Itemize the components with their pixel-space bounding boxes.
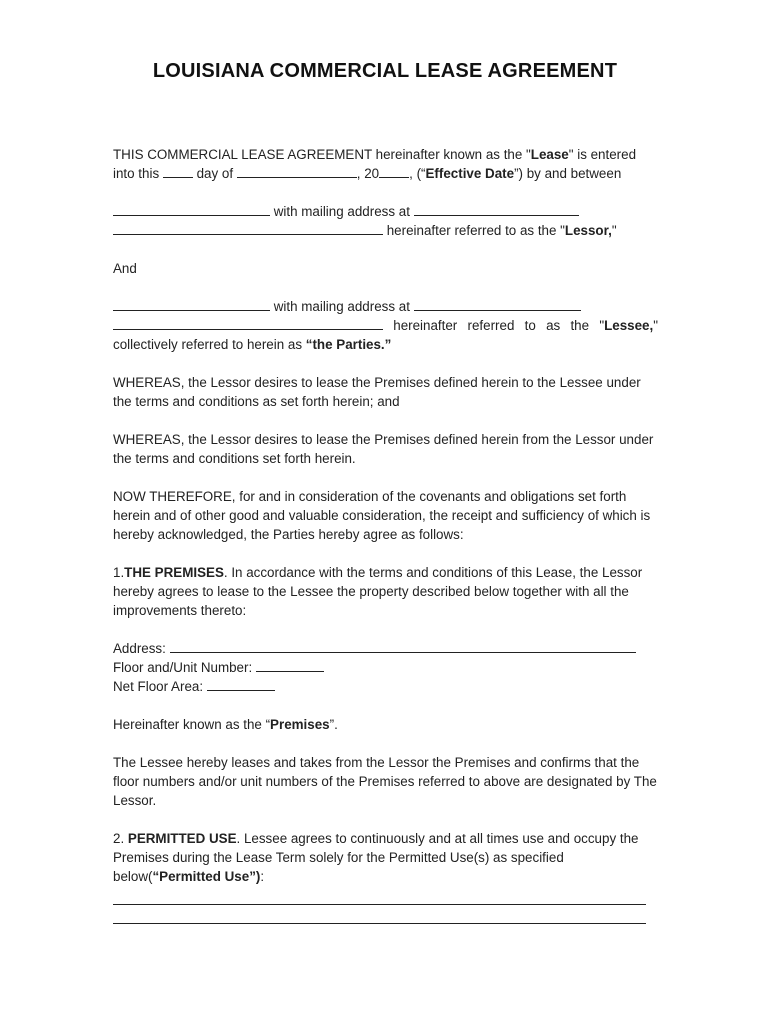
section-heading: PERMITTED USE <box>127 831 237 846</box>
section-number: 2. <box>113 831 128 846</box>
intro-text: " is entered into this <box>113 147 637 181</box>
month-blank[interactable] <box>237 164 357 178</box>
now-therefore-paragraph: NOW THEREFORE, for and in consideration of the covenants and obligations set forth herein and of other good and valuable consideration, the receipt and sufficiency of which is hereby acknowledged, the Parties hereby agree as follows: <box>113 489 651 542</box>
whereas-paragraph-2: WHEREAS, the Lessor desires to lease the Premises defined herein from the Lessor under the terms and conditions set forth herein. <box>113 432 654 466</box>
floor-blank[interactable] <box>256 658 324 672</box>
lessee-leases-paragraph: The Lessee hereby leases and takes from the Lessor the Premises and confirms that the floor numbers and/or unit numbers of the Premises referred to above are designated by The Lessor. <box>113 755 657 808</box>
mailing-text: with mailing address at <box>270 299 414 314</box>
section-2-paragraph <box>113 829 658 886</box>
referred-text: hereinafter referred to as the " <box>393 318 605 333</box>
hereinafter-text: Hereinafter known as the “ <box>113 717 271 732</box>
intro-text: , (“ <box>409 166 426 181</box>
quote-text: " <box>611 223 617 238</box>
quote-text: " <box>653 318 658 333</box>
lessee-address-blank[interactable] <box>414 297 581 311</box>
effective-date-term: Effective Date <box>425 166 515 181</box>
section-heading: THE PREMISES <box>124 565 224 580</box>
lessor-address-blank[interactable] <box>414 202 579 216</box>
section-number: 1. <box>113 565 125 580</box>
section-text: . In accordance with the terms and conditions of this Lease, the Lessor hereby agrees to lease to the Lessee the property described below together with all the improvements thereto: <box>113 565 643 618</box>
document-body <box>113 145 658 924</box>
colon-text: : <box>260 869 265 884</box>
lessee-line-1 <box>113 297 658 316</box>
lessee-address-blank-2[interactable] <box>113 316 383 330</box>
address-blank[interactable] <box>170 639 636 653</box>
hereinafter-text: ”. <box>329 717 338 732</box>
parties-term: “the Parties.” <box>305 337 392 352</box>
mailing-text: with mailing address at <box>270 204 414 219</box>
lessee-line-3 <box>113 335 658 354</box>
permitted-use-term: “Permitted Use”) <box>152 869 261 884</box>
lease-term: Lease <box>530 147 569 162</box>
intro-text: , 20 <box>356 166 380 181</box>
area-field <box>113 677 658 696</box>
intro-text: ”) by and between <box>514 166 622 181</box>
lessee-term: Lessee, <box>604 318 654 333</box>
day-blank[interactable] <box>163 164 193 178</box>
area-blank[interactable] <box>207 677 275 691</box>
premises-fields <box>113 639 658 696</box>
lessor-address-blank-2[interactable] <box>113 221 383 235</box>
hereinafter-paragraph <box>113 715 658 734</box>
document-title: LOUISIANA COMMERCIAL LEASE AGREEMENT <box>152 60 618 82</box>
permitted-use-line-1[interactable] <box>113 886 646 905</box>
lessor-line-2 <box>113 221 658 240</box>
and-text: And <box>113 261 137 276</box>
lessee-line-2 <box>113 316 658 335</box>
lessor-name-blank[interactable] <box>113 202 270 216</box>
premises-term: Premises <box>270 717 330 732</box>
year-blank[interactable] <box>379 164 409 178</box>
intro-paragraph <box>113 145 658 183</box>
area-label: Net Floor Area: <box>113 679 207 694</box>
floor-field <box>113 658 658 677</box>
whereas-paragraph-1: WHEREAS, the Lessor desires to lease the Premises defined herein to the Lessee under the terms and conditions as set forth herein; and <box>113 375 641 409</box>
floor-label: Floor and/Unit Number: <box>113 660 256 675</box>
lessee-block <box>113 297 658 354</box>
lessor-line-1 <box>113 202 658 221</box>
section-1-paragraph <box>113 563 658 620</box>
collective-text: collectively referred to herein as <box>113 337 306 352</box>
lessor-block <box>113 202 658 240</box>
section-text: . Lessee agrees to continuously and at all times use and occupy the Premises during the Lease Term solely for the Permitted Use(s) as specified below( <box>113 831 639 884</box>
referred-text: hereinafter referred to as the " <box>383 223 565 238</box>
lessor-term: Lessor, <box>564 223 612 238</box>
address-field <box>113 639 658 658</box>
address-label: Address: <box>113 641 170 656</box>
permitted-use-line-2[interactable] <box>113 905 646 924</box>
lessee-name-blank[interactable] <box>113 297 270 311</box>
intro-text: day of <box>192 166 237 181</box>
intro-text: THIS COMMERCIAL LEASE AGREEMENT hereinafter known as the " <box>113 147 531 162</box>
